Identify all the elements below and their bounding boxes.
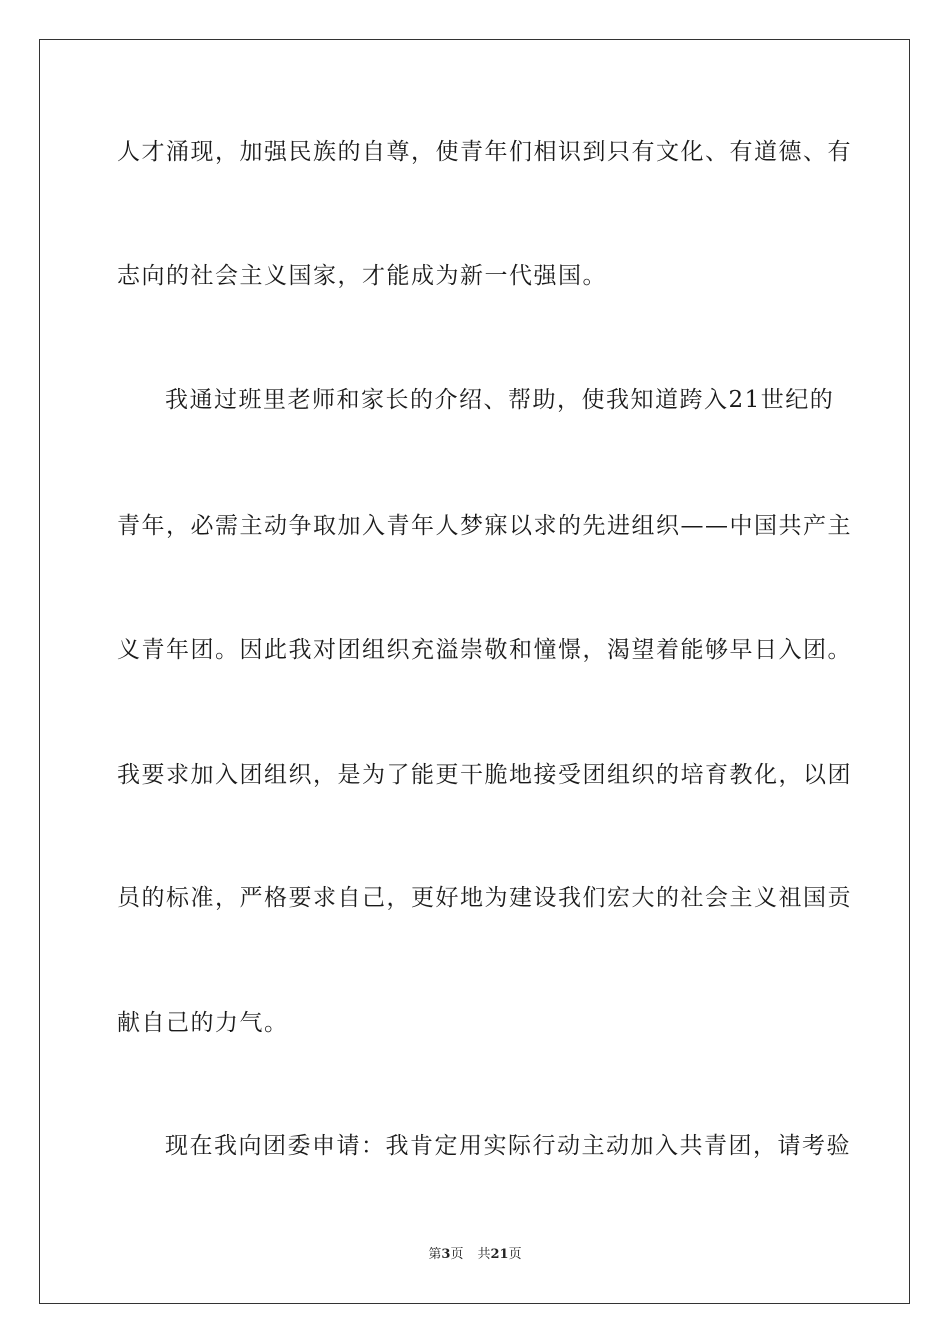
text-line-2: 志向的社会主义国家，才能成为新一代强国。 <box>117 263 607 289</box>
total-suffix: 页 <box>508 1247 522 1262</box>
text-line-8: 献自己的力气。 <box>117 1010 289 1036</box>
page-border <box>39 39 910 1304</box>
page-current-number: 3 <box>441 1247 451 1262</box>
page-footer <box>0 1246 950 1264</box>
page-prefix: 第 <box>428 1247 442 1262</box>
page-total-number: 21 <box>490 1247 509 1262</box>
text-line-5: 义青年团。因此我对团组织充溢崇敬和憧憬，渴望着能够早日入团。 <box>117 637 852 663</box>
text-line-9: 现在我向团委申请：我肯定用实际行动主动加入共青团，请考验 <box>165 1133 851 1159</box>
text-line-3: 我通过班里老师和家长的介绍、帮助，使我知道跨入21世纪的 <box>165 387 835 413</box>
total-prefix: 共 <box>477 1247 491 1262</box>
text-line-6: 我要求加入团组织，是为了能更干脆地接受团组织的培育教化，以团 <box>117 762 852 788</box>
page-suffix: 页 <box>450 1247 464 1262</box>
text-line-7: 员的标准，严格要求自己，更好地为建设我们宏大的社会主义祖国贡 <box>117 885 852 911</box>
text-line-4: 青年，必需主动争取加入青年人梦寐以求的先进组织——中国共产主 <box>117 513 852 539</box>
text-line-1: 人才涌现，加强民族的自尊，使青年们相识到只有文化、有道德、有 <box>117 139 852 165</box>
